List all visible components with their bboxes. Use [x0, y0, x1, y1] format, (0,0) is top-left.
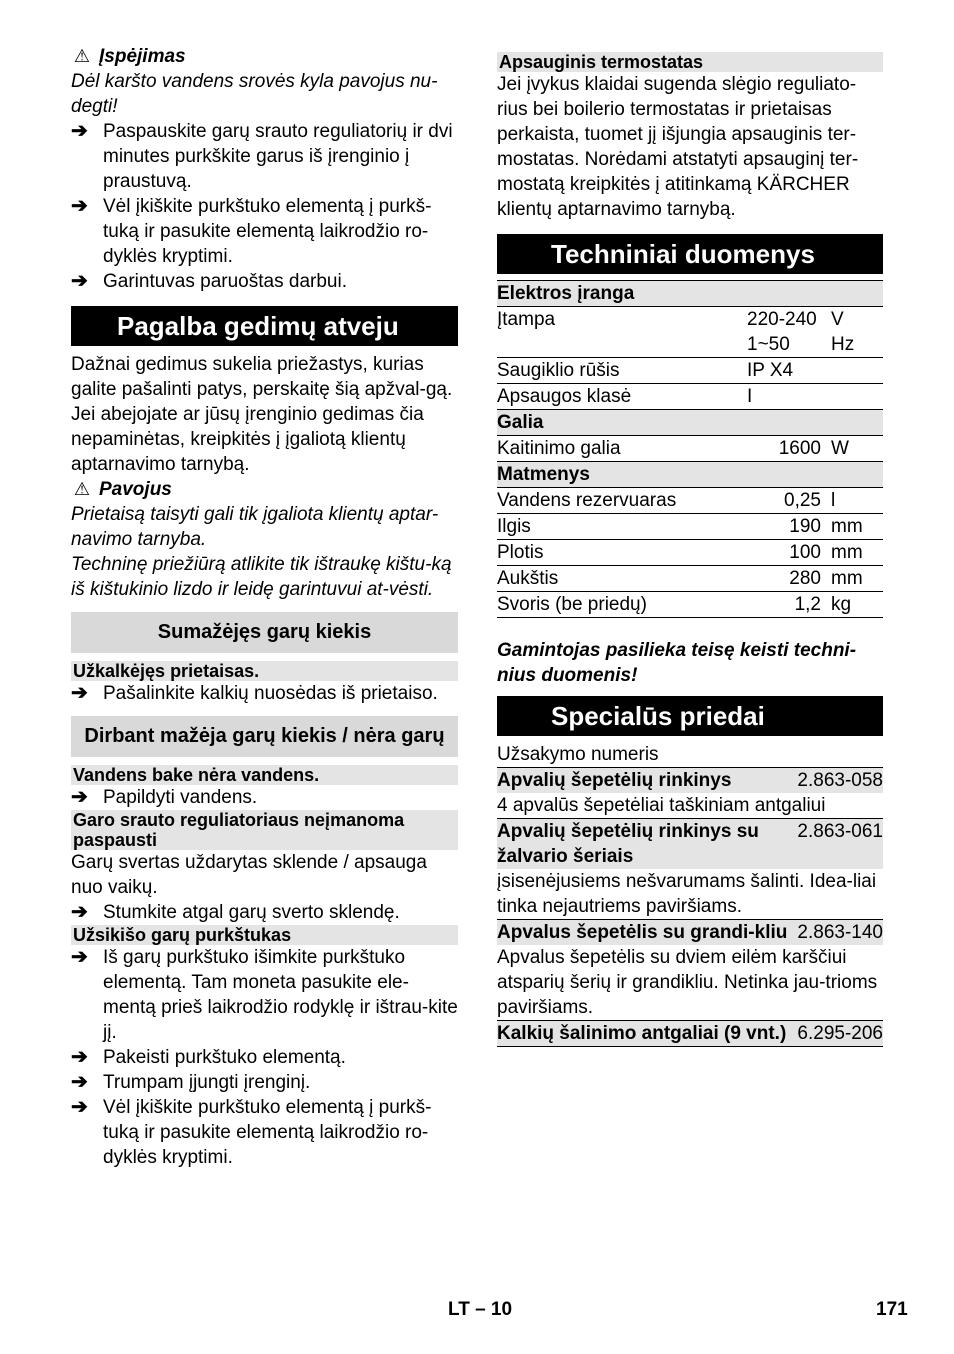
accessory-description: 4 apvalūs šepetėliai taškiniam antgaliui — [497, 795, 826, 816]
help-section-title: Pagalba gedimų atveju — [71, 306, 458, 346]
table-cell-value: 190 — [747, 514, 831, 540]
table-cell-unit — [831, 307, 883, 358]
table-cell-value: 1,2 — [747, 592, 831, 618]
accessory-code: 2.863-140 — [797, 922, 883, 943]
danger-title: Pavojus — [99, 479, 172, 500]
table-cell-unit: W — [831, 436, 883, 462]
arrow-right-icon: ➔ — [71, 1071, 88, 1093]
accessory-row — [497, 767, 883, 793]
list-item — [71, 1095, 458, 1170]
table-cell-label: Plotis — [497, 540, 747, 566]
danger-heading — [71, 477, 458, 502]
accessory-code: 2.863-058 — [797, 770, 883, 791]
subsection-heading: Užkalkėjęs prietaisas. — [71, 661, 458, 681]
table-cell-unit: mm — [831, 566, 883, 592]
subsection-heading: Apsauginis termostatas — [497, 52, 883, 72]
unit-line: V — [831, 309, 844, 330]
step-text: Garintuvas paruoštas darbui. — [103, 271, 347, 292]
accessory-code: 6.295-206 — [797, 1023, 883, 1044]
table-cell-label: Ilgis — [497, 514, 747, 540]
accessory-row — [497, 919, 883, 945]
list-item — [71, 1045, 458, 1070]
arrow-right-icon: ➔ — [71, 120, 88, 142]
table-row — [497, 436, 883, 462]
step-text: Vėl įkiškite purkštuko elementą į purkš-tuką ir pasukite elementą laikrodžio ro-dyklės kryptimi. — [103, 1097, 432, 1168]
list-item — [71, 945, 458, 1045]
table-cell-value: 1600 — [747, 436, 831, 462]
arrow-right-icon: ➔ — [71, 1096, 88, 1118]
warning-title: Įspėjimas — [99, 46, 186, 67]
list-item — [71, 119, 458, 194]
table-cell-unit: l — [831, 488, 883, 514]
table-cell-value — [747, 307, 831, 358]
paragraph: Garų svertas uždarytas sklende / apsauga nuo vaikų. — [71, 852, 427, 898]
accessory-description: Apvalus šepetėlis su dviem eilėm karščiui atsparių šerių ir grandikliu. Netinka jau-trioms paviršiams. — [497, 947, 878, 1018]
table-cell-value: 280 — [747, 566, 831, 592]
help-intro: Dažnai gedimus sukelia priežastys, kurias galite pašalinti patys, perskaitę šią apžval-gą. Jei abejojate ar jūsų įrenginio gedimas čia nepaminėtas, kreipkitės į įgaliotą klientų aptarnavimo tarnybą. — [71, 354, 453, 475]
warning-triangle-icon: ⚠ — [73, 479, 91, 499]
table-cell-value: 0,25 — [747, 488, 831, 514]
table-row — [497, 540, 883, 566]
footer-language-page: LT – 10 — [448, 1299, 513, 1320]
list-item — [71, 785, 458, 810]
arrow-right-icon: ➔ — [71, 682, 88, 704]
table-cell-label: Kaitinimo galia — [497, 436, 747, 462]
accessory-code: 2.863-061 — [797, 821, 883, 842]
list-item — [71, 900, 458, 925]
list-item — [71, 1070, 458, 1095]
table-section-row — [497, 462, 883, 488]
arrow-right-icon: ➔ — [71, 901, 88, 923]
arrow-right-icon: ➔ — [71, 270, 88, 292]
table-cell-label: Svoris (be priedų) — [497, 592, 747, 618]
subsection-heading: Garo srauto reguliatoriaus neįmanoma paspausti — [71, 810, 458, 850]
accessories-title: Specialūs priedai — [497, 696, 883, 736]
section-heading: Sumažėjęs garų kiekis — [71, 612, 458, 653]
value-line: 1~50 — [747, 334, 790, 355]
accessory-name: Kalkių šalinimo antgaliai (9 vnt.) — [497, 1023, 787, 1044]
accessory-row — [497, 1020, 883, 1046]
step-text: Vėl įkiškite purkštuko elementą į purkš-tuką ir pasukite elementą laikrodžio ro-dyklės kryptimi. — [103, 196, 432, 267]
value-line: 220-240 — [747, 309, 817, 330]
accessories-list — [497, 767, 883, 1046]
step-text: Papildyti vandens. — [103, 787, 258, 808]
arrow-right-icon: ➔ — [71, 1046, 88, 1068]
step-text: Paspauskite garų srauto reguliatorių ir dvi minutes purkškite garus iš įrenginio į praustuvą. — [103, 121, 453, 192]
table-cell-unit: mm — [831, 540, 883, 566]
table-section-label: Galia — [497, 410, 883, 436]
tech-data-table — [497, 280, 883, 618]
step-text: Iš garų purkštuko išimkite purkštuko elementą. Tam moneta pasukite ele-mentą prieš laikrodžio rodyklę ir ištrau-kite jį. — [103, 947, 458, 1043]
list-item — [71, 681, 458, 706]
order-number-label: Užsakymo numeris — [497, 744, 659, 765]
list-item — [71, 269, 458, 294]
table-section-label: Elektros įranga — [497, 281, 883, 307]
table-row — [497, 384, 883, 410]
warning-heading — [71, 44, 458, 69]
list-item — [71, 194, 458, 269]
table-row — [497, 358, 883, 384]
accessory-description: įsisenėjusiems nešvarumams šalinti. Idea-liai tinka nejautriems paviršiams. — [497, 871, 877, 917]
table-row — [497, 592, 883, 618]
subsection-heading: Užsikišo garų purkštukas — [71, 925, 458, 945]
tech-data-title: Techniniai duomenys — [497, 234, 883, 274]
thermostat-text: Jei įvykus klaidai sugenda slėgio reguliato-rius bei boilerio termostatas ir prietaisas perkaista, tuomet jį išjungia apsauginis ter-mostatas. Norėdami atstatyti apsauginį ter-mostatą kreipkitės į atitinkamą KÄRCHER klientų aptarnavimo tarnybą. — [497, 74, 859, 220]
step-text: Trumpam įjungti įrenginį. — [103, 1072, 311, 1093]
table-row — [497, 307, 883, 358]
table-section-row — [497, 410, 883, 436]
table-cell-label: Saugiklio rūšis — [497, 358, 747, 384]
table-cell-unit: mm — [831, 514, 883, 540]
table-cell-value: 100 — [747, 540, 831, 566]
warning-triangle-icon: ⚠ — [73, 46, 91, 66]
danger-text: Techninę priežiūrą atlikite tik ištraukę kištu-ką iš kištukinio lizdo ir leidę garintuvui at-vėsti. — [71, 554, 452, 600]
arrow-right-icon: ➔ — [71, 786, 88, 808]
right-column — [497, 44, 883, 1047]
manufacturer-note: Gamintojas pasilieka teisę keisti techni-nius duomenis! — [497, 640, 857, 686]
table-row — [497, 514, 883, 540]
warning-text: Dėl karšto vandens srovės kyla pavojus nu-degti! — [71, 71, 438, 117]
accessory-name: Apvalių šepetėlių rinkinys su žalvario šeriais — [497, 821, 759, 867]
table-row — [497, 488, 883, 514]
left-column — [71, 44, 458, 1170]
divider — [497, 1046, 883, 1047]
arrow-right-icon: ➔ — [71, 946, 88, 968]
arrow-right-icon: ➔ — [71, 195, 88, 217]
unit-line: Hz — [831, 334, 855, 355]
table-row — [497, 566, 883, 592]
accessory-row — [497, 818, 883, 869]
step-text: Pašalinkite kalkių nuosėdas iš prietaiso. — [103, 683, 438, 704]
table-cell-value: IP X4 — [747, 358, 883, 384]
table-cell-value: I — [747, 384, 883, 410]
accessory-name: Apvalių šepetėlių rinkinys — [497, 770, 732, 791]
table-cell-label: Apsaugos klasė — [497, 384, 747, 410]
section-heading: Dirbant mažėja garų kiekis / nėra garų — [71, 716, 458, 757]
accessory-name: Apvalus šepetėlis su grandi-kliu — [497, 922, 788, 943]
subsection-heading: Vandens bake nėra vandens. — [71, 765, 458, 785]
table-cell-label: Aukštis — [497, 566, 747, 592]
table-cell-label: Įtampa — [497, 307, 747, 358]
page-number: 171 — [876, 1299, 908, 1320]
table-cell-unit: kg — [831, 592, 883, 618]
step-text: Stumkite atgal garų sverto sklendę. — [103, 902, 400, 923]
step-text: Pakeisti purkštuko elementą. — [103, 1047, 346, 1068]
table-section-row — [497, 281, 883, 307]
danger-text: Prietaisą taisyti gali tik įgaliota klientų aptar-navimo tarnyba. — [71, 504, 439, 550]
table-cell-label: Vandens rezervuaras — [497, 488, 747, 514]
table-section-label: Matmenys — [497, 462, 883, 488]
